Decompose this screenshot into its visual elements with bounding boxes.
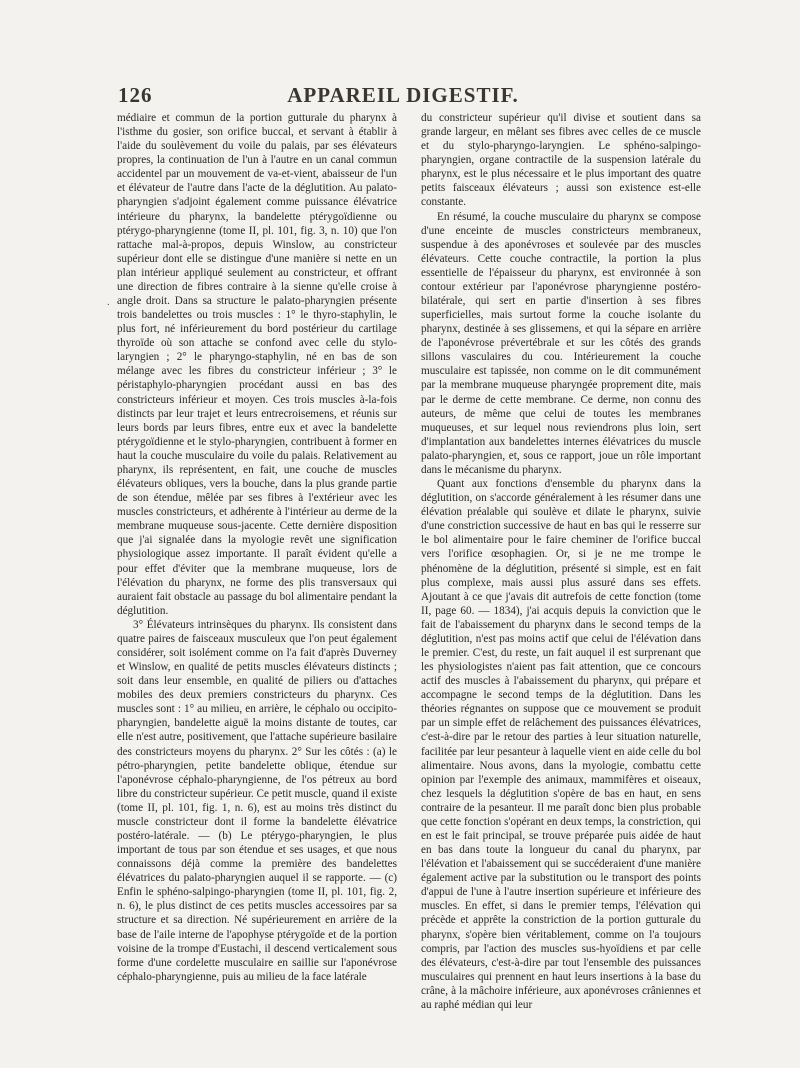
left-paragraph-2: 3° Élévateurs intrinsèques du pharynx. Ils consistent dans quatre paires de faisceaux musculeux que l'on peut également considérer, soit isolément comme on l'a fait d'après Duverney et Winslow, en qualité de petits muscles élévateurs distincts ; soit dans leur ensemble, en qualité de piliers ou d'attaches mobiles des deux premiers constricteurs du pharynx. Ces muscles sont : 1° au milieu, en arrière, le céphalo ou occipito-pharyngien, bandelette aiguë la moins distante de toutes, car elle n'est autre, positivement, que l'attache supérieure basilaire des constricteurs moyens du pharynx. 2° Sur les côtés : (a) le pétro-pharyngien, petite bandelette oblique, étendue sur l'aponévrose céphalo-pharyngienne, de l'os pétreux au bord libre du constricteur supérieur. Ce petit muscle, quand il existe (tome II, pl. 101, fig. 1, n. 6), est au moins très distinct du muscle constricteur dont il forme la bandelette élévatrice postéro-latérale. — (b) Le ptérygo-pharyngien, le plus important de tous par son étendue et ses usages, et que nous connaissons déjà comme la première des bandelettes élévatrices du palato-pharyngien auquel il se rapporte. — (c) Enfin le sphéno-salpingo-pharyngien (tome II, pl. 101, fig. 2, n. 6), le plus distinct de ces petits muscles accessoires par sa structure et sa direction. Né supérieurement en arrière de la base de l'aile interne de l'apophyse ptérygoïde et de la portion voisine de la trompe d'Eustachi, il descend verticalement sous forme d'une cordelette musculaire en saillie sur l'aponévrose céphalo-pharyngienne, puis au milieu de la face latérale [117,618,397,983]
left-paragraph-1: médiaire et commun de la portion gutturale du pharynx à l'isthme du gosier, son orifice buccal, et servant à établir à l'aide du soulèvement du voile du palais, par ses élévateurs propres, la continuation de l'un à l'autre en un canal commun accidentel par un mouvement de va-et-vient, abaisseur de l'un et élévateur de l'autre dans l'acte de la déglutition. Au palato-pharyngien s'adjoint également comme puissance élévatrice intérieure du pharynx, la bandelette ptérygoïdienne ou ptérygo-pharyngienne (tome II, pl. 101, fig. 3, n. 10) que l'on rattache mal-à-propos, depuis Winslow, au constricteur supérieur dont elle se distingue d'une manière si nette en un plan intérieur appliqué seulement au constricteur, et offrant une direction de fibres contraire à la sienne qu'elle croise à angle droit. Dans sa structure le palato-pharyngien présente trois bandelettes ou trois muscles : 1° le thyro-staphylin, le plus fort, né inférieurement du bord postérieur du cartilage thyroïde où son attache se confond avec celle du stylo-laryngien ; 2° le pharyngo-staphylin, né en bas de son mélange avec les fibres du constricteur inférieur ; 3° le péristaphylo-pharyngien procédant aussi en bas des constricteurs inférieur et moyen. Ces trois muscles à-la-fois distincts par leur trajet et leurs entrecroisemens, et réunis sur leurs bords par leurs fibres, entre eux et avec la bandelette ptérygoïdienne et le stylo-pharyngien, contribuent à former en haut la couche musculaire du voile du palais. Relativement au pharynx, ils représentent, en fait, une couche de muscles élévateurs obliques, vers la bouche, dans la plus grande partie de son étendue, mêlée par ses fibres à l'extérieur avec les muscles constricteurs, et adhérente à l'intérieur au derme de la membrane muqueuse sous-jacente. Cette dernière disposition que j'ai signalée dans la myologie revêt une signification physiologique assez importante. Il paraît évident qu'elle a pour effet d'éviter que la membrane muqueuse, lors de l'élévation du pharynx, ne forme des plis transversaux qui auraient fait obstacle au passage du bol alimentaire pendant la déglutition. [117,112,397,617]
page-number: 126 [118,83,153,107]
margin-mark: . [107,296,110,308]
right-column [421,111,701,1012]
right-paragraph-3: Quant aux fonctions d'ensemble du pharynx dans la déglutition, on s'accorde généralement à les résumer dans une élévation préalable qui soulève et dilate le pharynx, suivie d'une constriction successive de haut en bas qui le resserre sur le bol alimentaire pour le faire cheminer de l'orifice buccal vers l'orifice œsophagien. Or, si je ne me trompe le phénomène de la déglutition, présenté si simple, est en fait plus complexe, mais aussi plus assuré dans ses effets. Ajoutant à ce que j'avais dit autrefois de cette fonction (tome II, page 60. — 1834), j'ai acquis depuis la conviction que le fait de l'abaissement du pharynx dans le second temps de la déglutition, n'est pas moins actif que celui de l'élévation dans le premier. C'est, du reste, un fait auquel il est surprenant que les physiologistes n'aient pas fait attention, que ce concours actif des muscles à l'abaissement du pharynx, qui prépare et accompagne le second temps de la déglutition. Dans les théories régnantes on suppose que ce mouvement se produit par un simple effet de relâchement des puissances élévatrices, c'est-à-dire par le retour des parties à leur situation naturelle, facilitée par leur pesanteur à laquelle vient en aide celle du bol alimentaire. Nous avons, dans la myologie, combattu cette opinion par l'exemple des animaux, mammifères et oiseaux, chez lesquels la déglutition s'opère de bas en haut, en sens contraire de la pesanteur. Il me paraît donc bien plus probable que cette fonction s'opérant en deux temps, la constriction, qui en est le fait principal, se trouve préparée puis aidée de haut en bas dans toute la longueur du canal du pharynx, par l'élévation et l'abaissement qui se succéderaient d'une manière également active par la substitution ou le transport des points d'appui de l'une à l'autre insertion supérieure et inférieure des muscles. En effet, si dans le premier temps, l'élévation qui précède et apprête la constriction de la portion gutturale du pharynx, s'opère bien véritablement, comme on l'a toujours compris, par l'action des muscles sus-hyoïdiens et par celle des élévateurs, c'est-à-dire par tout l'ensemble des puissances musculaires qui prennent en haut leurs insertions à la base du crâne, à la mâchoire inférieure, aux aponévroses crâniennes et au raphé médian qui leur [421,478,701,1011]
page-header [118,83,688,109]
left-column [117,111,397,984]
right-paragraph-2: En résumé, la couche musculaire du pharynx se compose d'une enceinte de muscles constricteurs membraneux, suspendue à des aponévroses et soulevée par des muscles élévateurs. Cette couche contractile, la portion la plus essentielle de l'épaisseur du pharynx, est environnée à son contour extérieur par l'aponévrose pharyngienne postéro-bilatérale, qui sert en partie d'insertion à ses fibres superficielles, mais surtout forme la couche isolante du pharynx, destinée à ses glissemens, et qui la sépare en arrière de l'aponévrose prévertébrale et sur les côtés des grands sillons vasculaires du cou. Intérieurement la couche musculaire est tapissée, non comme on le dit communément par la membrane muqueuse pharyngée proprement dite, mais par le derme de cette membrane. Ce derme, non connu des auteurs, de même que celui de toutes les membranes muqueuses, et sur lequel nous reviendrons plus loin, sert d'implantation aux bandelettes internes élévatrices du muscle palato-pharyngien, et, sous ce rapport, joue un rôle important dans le mécanisme du pharynx. [421,210,701,476]
running-title: APPAREIL DIGESTIF. [287,83,519,107]
right-paragraph-1: du constricteur supérieur qu'il divise et soutient dans sa grande largeur, en mêlant ses fibres avec celles de ce muscle et du stylo-pharyngo-laryngien. Le sphéno-salpingo-pharyngien, organe contractile de la suspension latérale du pharynx, est le plus nécessaire et le plus important des quatre petits faisceaux élévateurs ; aussi son existence est-elle constante. [421,112,701,209]
